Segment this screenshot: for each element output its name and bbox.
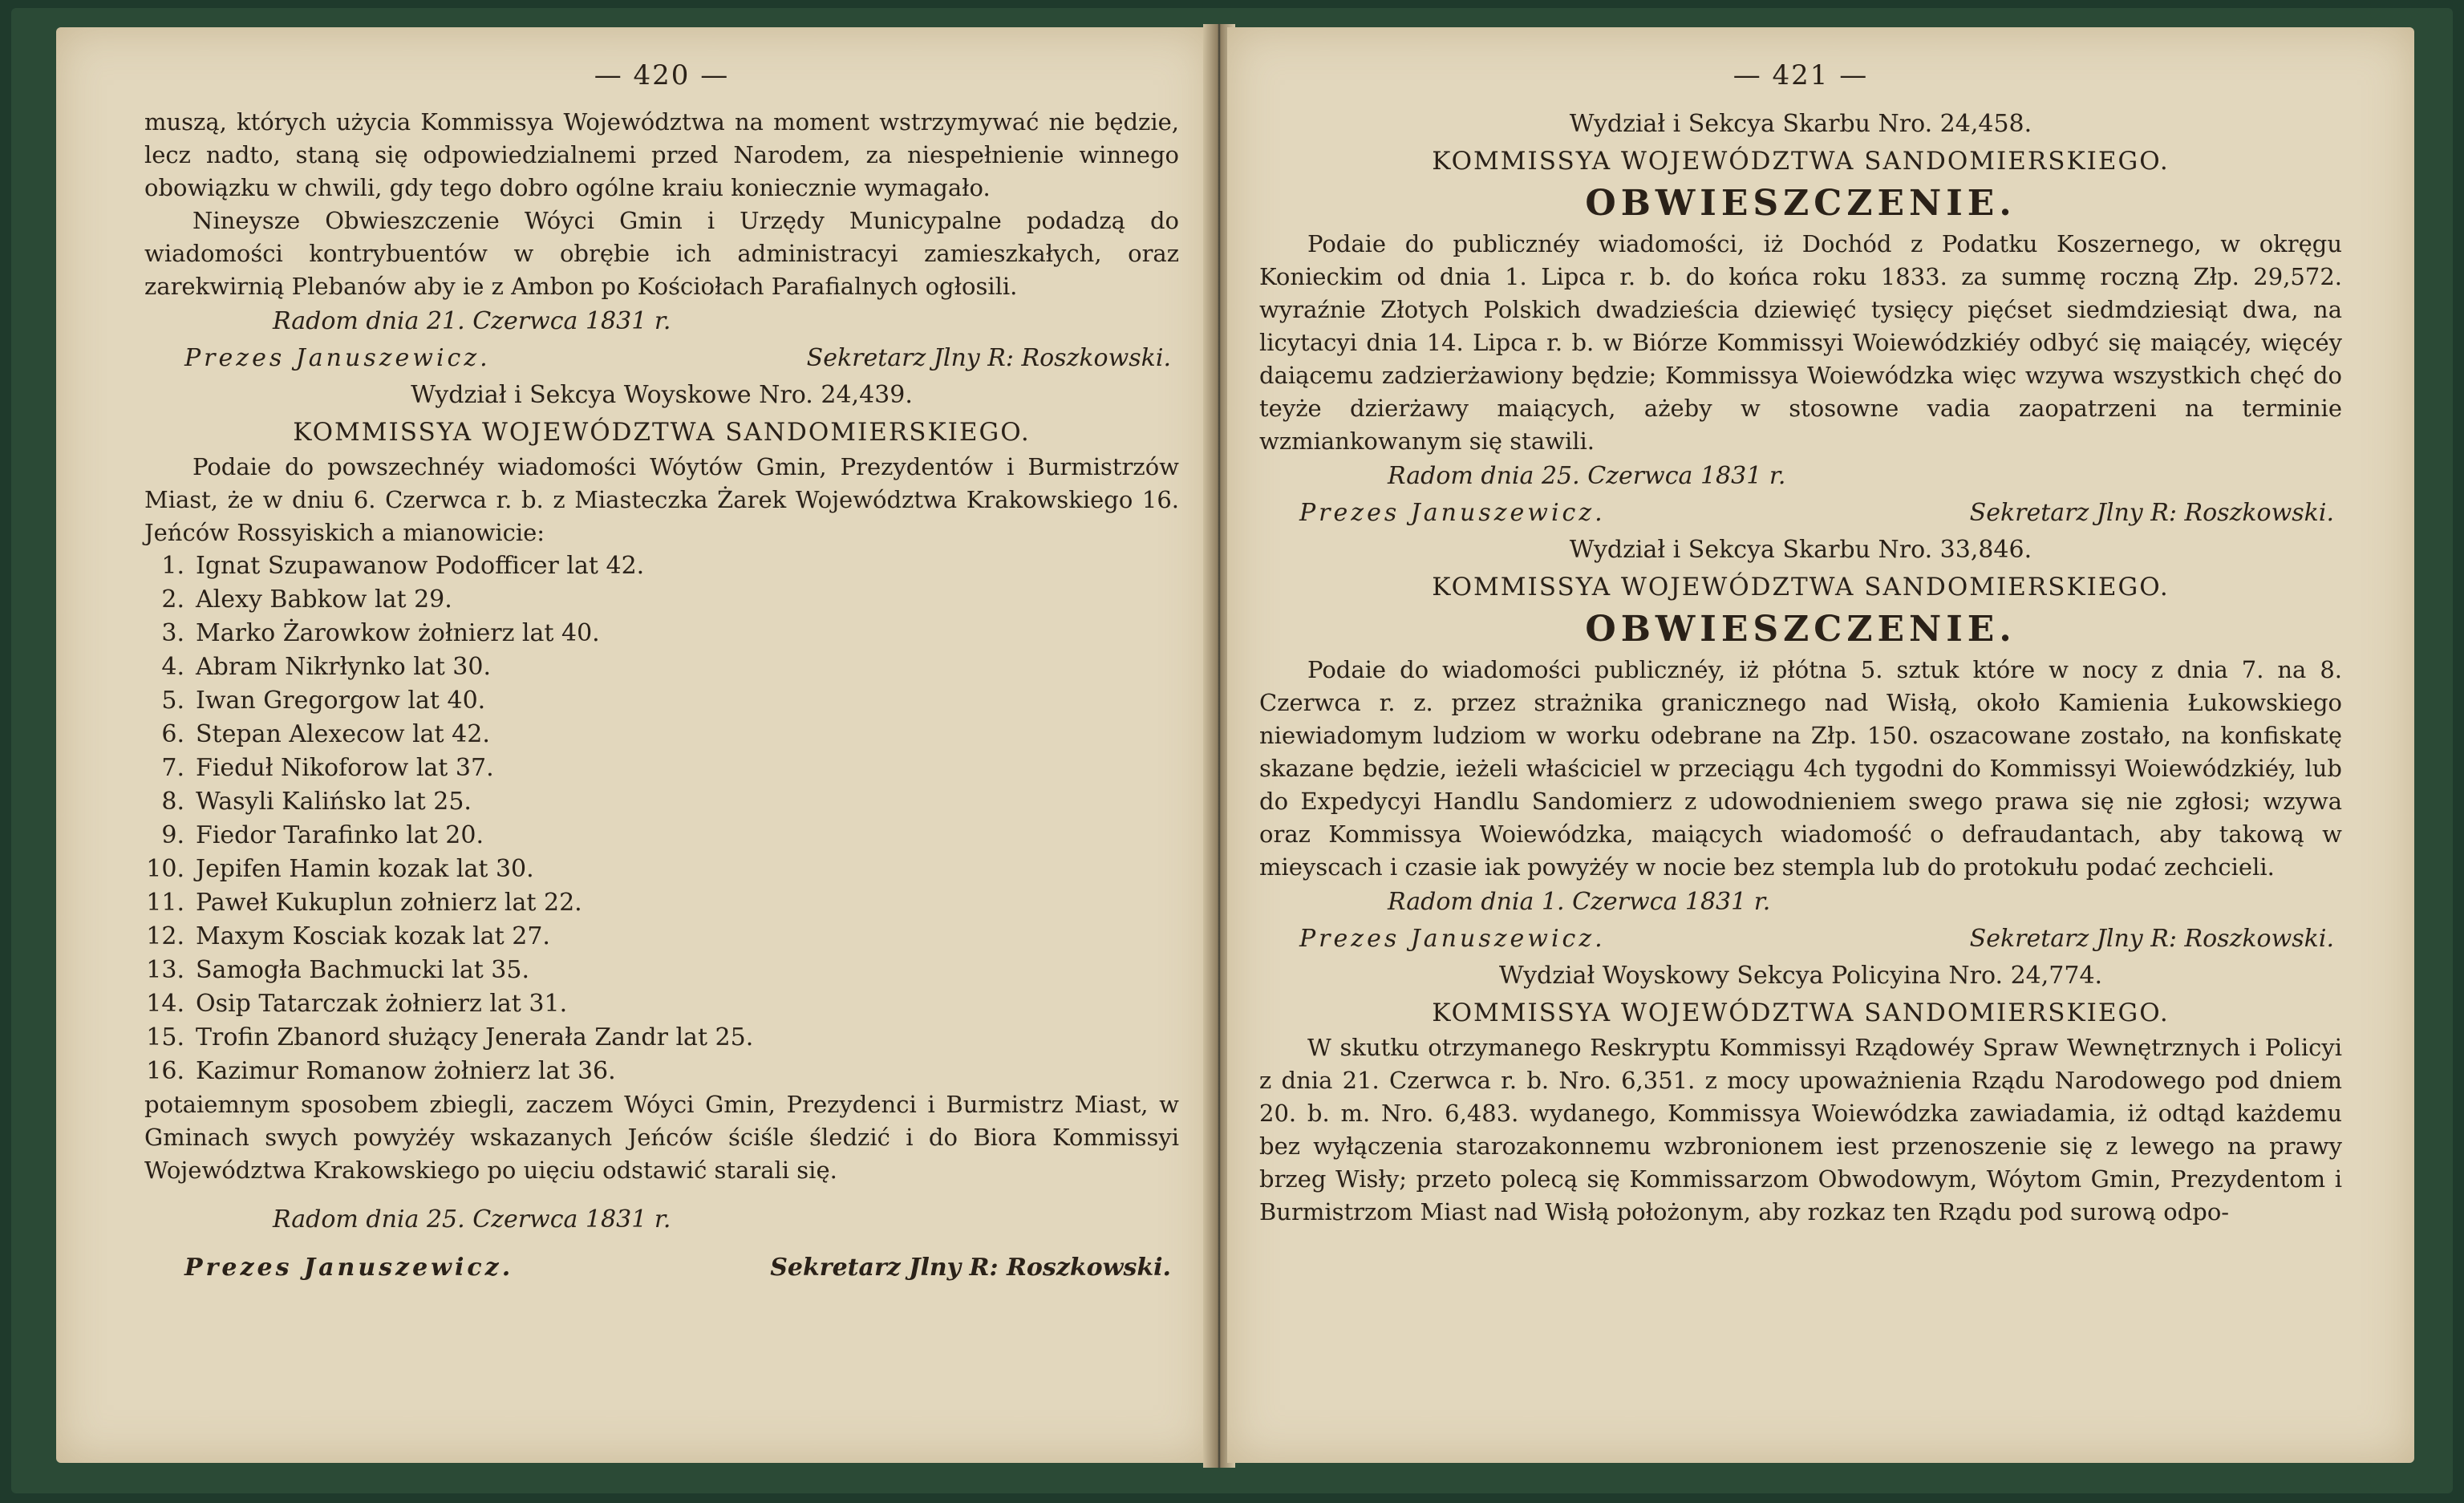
left-page-content — [144, 59, 1179, 1286]
right-page-content — [1259, 59, 2342, 1229]
president-signature: Prezes Januszewicz. — [184, 1254, 514, 1282]
department-line: Wydział i Sekcya Woyskowe Nro. 24,439. — [411, 381, 913, 409]
list-item: 4. Abram Nikrłynko lat 30. — [161, 653, 491, 681]
announcement-title: OBWIESZCZENIE. — [1585, 183, 2016, 224]
list-item: 3. Marko Żarowkow żołnierz lat 40. — [161, 619, 600, 647]
date-line: Radom dnia 1. Czerwca 1831 r. — [1388, 888, 1771, 916]
list-item: 12. Maxym Kosciak kozak lat 27. — [146, 922, 550, 950]
commission-heading: KOMMISSYA WOJEWÓDZTWA SANDOMIERSKIEGO. — [1432, 147, 2170, 176]
commission-heading: KOMMISSYA WOJEWÓDZTWA SANDOMIERSKIEGO. — [1432, 573, 2170, 602]
announcement-title: OBWIESZCZENIE. — [1585, 609, 2016, 650]
secretary-signature: Sekretarz Jlny R: Roszkowski. — [1969, 499, 2334, 527]
paragraph: Nineysze Obwieszczenie Wóyci Gmin i Urzędy Municypalne podadzą do wiadomości kontrybuentów w obrębie ich administracyi zamieszkałych, oraz zarekwirnią Plebanów aby ie z Ambon po Kościołach Parafialnych ogłosili. — [144, 207, 1179, 300]
president-signature: Prezes Januszewicz. — [184, 344, 491, 372]
paragraph: W skutku otrzymanego Reskryptu Kommissyi Rządowéy Spraw Wewnętrznych i Policyi z dnia 21. Czerwca r. b. Nro. 6,351. z mocy upoważnienia Rządu Narodowego pod dniem 20. b. m. Nro. 6,483. wydanego, Kommissya Woiewódzka zawiadamia, iż odtąd każdemu bez wyłączenia starozakonnemu wzbronionem iest przenoszenie się z lewego na prawy brzeg Wisły; przeto polecą się Kommissarzom Obwodowym, Wóytom Gmin, Prezydentom i Burmistrzom Miast nad Wisłą położonym, aby rozkaz ten Rządu pod surową odpo- — [1259, 1034, 2342, 1225]
secretary-signature: Sekretarz Jlny R: Roszkowski. — [806, 344, 1171, 372]
department-line: Wydział i Sekcya Skarbu Nro. 33,846. — [1569, 536, 2032, 564]
president-signature: Prezes Januszewicz. — [1299, 499, 1606, 527]
list-item: 11. Paweł Kukuplun zołnierz lat 22. — [146, 889, 582, 917]
right-page — [1227, 27, 2414, 1463]
secretary-signature: Sekretarz Jlny R: Roszkowski. — [1969, 925, 2334, 953]
list-item: 6. Stepan Alexecow lat 42. — [161, 720, 490, 748]
list-item: 7. Fieduł Nikoforow lat 37. — [161, 754, 494, 782]
paragraph: Podaie do wiadomości publicznéy, iż płótna 5. sztuk które w nocy z dnia 7. na 8. Czerwca r. z. przez strażnika granicznego nad Wisłą, około Kamienia Łukowskiego niewiadomym ludziom w worku odebrane na Złp. 150. oszacowane zostało, na konfiskatę skazane będzie, ieżeli właściciel w przeciągu 4ch tygodni do Kommissyi Woiewódzkiéy, lub do Expedycyi Handlu Sandomierz z udowodnieniem swego prawa się nie zgłosi; wzywa oraz Kommissya Woiewódzka, maiących wiadomość o defraudantach, aby takową w mieyscach i czasie iak powyżéy w nocie bez stempla lub do protokułu podać zechcieli. — [1259, 656, 2342, 881]
secretary-signature: Sekretarz Jlny R: Roszkowski. — [770, 1254, 1171, 1282]
list-item: 15. Trofin Zbanord służący Jenerała Zandr lat 25. — [146, 1023, 754, 1051]
signature-line — [1259, 495, 2342, 532]
paragraph: Podaie do publicznéy wiadomości, iż Dochód z Podatku Koszernego, w okręgu Konieckim od dnia 1. Lipca r. b. do końca roku 1833. za summę roczną Złp. 29,572. wyraźnie Złotych Polskich dwadzieścia dziewięć tysięcy pięćset siedmdziesiąt dwa, na licytacyi dnia 14. Lipca r. b. w Biórze Kommissyi Woiewódzkiéy odbyć się maiącéy, więcéy daiącemu zadzierżawiony będzie; Kommissya Woiewódzka więc wzywa wszystkich chęć do teyże dzierżawy maiących, ażeby w stosowne vadia zaopatrzeni na terminie wzmiankowanym się stawili. — [1259, 230, 2342, 455]
list-item: 10. Jepifen Hamin kozak lat 30. — [146, 855, 534, 883]
list-item: 8. Wasyli Kalińsko lat 25. — [161, 788, 472, 816]
list-item: 16. Kazimur Romanow żołnierz lat 36. — [146, 1057, 616, 1085]
left-page — [56, 27, 1211, 1463]
list-item: 2. Alexy Babkow lat 29. — [161, 585, 452, 614]
commission-heading: KOMMISSYA WOJEWÓDZTWA SANDOMIERSKIEGO. — [1432, 999, 2170, 1027]
paragraph: potaiemnym sposobem zbiegli, zaczem Wóyci Gmin, Prezydenci i Burmistrz Miast, w Gminach swych powyżéy wskazanych Jeńców ściśle śledzić i do Biora Kommissyi Województwa Krakowskiego po uięciu odstawić starali się. — [144, 1091, 1179, 1184]
list-item: 14. Osip Tatarczak żołnierz lat 31. — [146, 990, 568, 1018]
paragraph: muszą, których użycia Kommissya Województwa na moment wstrzymywać nie będzie, lecz nadto, staną się odpowiedzialnemi przed Narodem, za niespełnienie winnego obowiązku w chwili, gdy tego dobro ogólne kraiu koniecznie wymagało. — [144, 108, 1179, 201]
page-number: — 421 — — [1732, 59, 1869, 91]
signature-line — [144, 340, 1179, 377]
list-item: 1. Ignat Szupawanow Podofficer lat 42. — [161, 552, 645, 580]
department-line: Wydział Woyskowy Sekcya Policyina Nro. 24,774. — [1498, 962, 2103, 990]
list-item: 13. Samogła Bachmucki lat 35. — [146, 956, 530, 984]
president-signature: Prezes Januszewicz. — [1299, 925, 1606, 953]
signature-line — [1259, 921, 2342, 958]
department-line: Wydział i Sekcya Skarbu Nro. 24,458. — [1569, 110, 2032, 138]
date-line: Radom dnia 25. Czerwca 1831 r. — [1388, 462, 1786, 490]
prisoner-list — [144, 549, 1179, 1088]
paragraph: Podaie do powszechnéy wiadomości Wóytów Gmin, Prezydentów i Burmistrzów Miast, że w dniu 6. Czerwca r. b. z Miasteczka Żarek Województwa Krakowskiego 16. Jeńców Rossyiskich a mianowicie: — [144, 453, 1179, 546]
date-line: Radom dnia 25. Czerwca 1831 r. — [273, 1205, 671, 1234]
list-item: 5. Iwan Gregorgow lat 40. — [161, 687, 486, 715]
list-item: 9. Fiedor Tarafinko lat 20. — [161, 821, 484, 849]
signature-line — [144, 1250, 1179, 1286]
commission-heading: KOMMISSYA WOJEWÓDZTWA SANDOMIERSKIEGO. — [293, 418, 1031, 447]
page-number: — 420 — — [594, 59, 730, 91]
date-line: Radom dnia 21. Czerwca 1831 r. — [273, 307, 671, 335]
